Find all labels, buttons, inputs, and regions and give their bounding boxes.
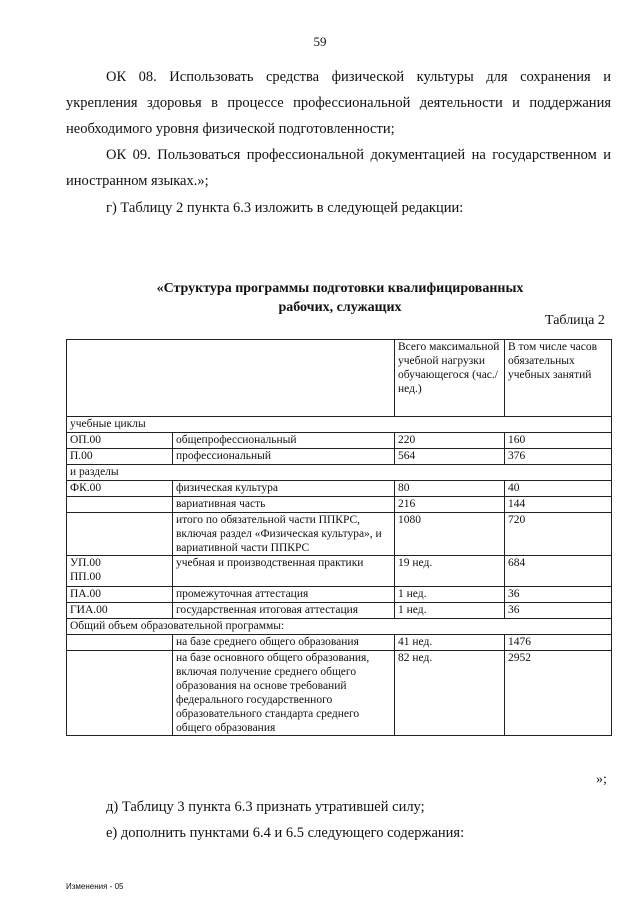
header-total-cell: Всего максимальной учебной нагрузки обучающегося (час./нед.) (395, 340, 505, 417)
row-total: 82 нед. (395, 651, 505, 736)
row-obligatory: 36 (505, 603, 612, 619)
row-code: ФК.00 (67, 481, 173, 497)
paragraph-d: д) Таблицу 3 пункта 6.3 признать утратившей силу; (106, 799, 425, 815)
header-obligatory-cell: В том числе часов обязательных учебных занятий (505, 340, 612, 417)
structure-table (66, 339, 612, 736)
page-number: 59 (313, 34, 327, 49)
table-row (67, 603, 612, 619)
row-code: П.00 (67, 449, 173, 465)
row-obligatory: 160 (505, 433, 612, 449)
table-row (67, 635, 612, 651)
row-code-pp: ПП.00 (70, 571, 101, 583)
paragraph-ok09: ОК 09. Пользоваться профессиональной документацией на государственном и иностранном языках.»; (66, 147, 611, 189)
footer-revision: Изменения - 05 (66, 882, 124, 891)
row-name: профессиональный (173, 449, 395, 465)
row-total: 216 (395, 497, 505, 513)
table-header-row (67, 340, 612, 417)
paragraph-e: е) дополнить пунктами 6.4 и 6.5 следующего содержания: (106, 825, 465, 841)
section-row (67, 619, 612, 635)
row-total: 1 нед. (395, 587, 505, 603)
table-row (67, 449, 612, 465)
table-row (67, 513, 612, 556)
paragraph-ok08: ОК 08. Использовать средства физической культуры для сохранения и укрепления здоровья в процессе профессиональной деятельности и поддержания необходимого уровня физической подготовленности; (66, 69, 611, 137)
row-name: учебная и производственная практики (173, 556, 395, 587)
row-code (67, 635, 173, 651)
row-total: 1 нед. (395, 603, 505, 619)
row-name: общепрофессиональный (173, 433, 395, 449)
row-name: итого по обязательной части ППКРС, включая раздел «Физическая культура», и вариативной части ППКРС (173, 513, 395, 556)
row-code: ОП.00 (67, 433, 173, 449)
table-title-line1: «Структура программы подготовки квалифицированных (156, 281, 524, 296)
row-name: на базе основного общего образования, включая получение среднего общего образования на основе требований федерального государственного образовательного стандарта среднего общего образования (173, 651, 395, 736)
table-row (67, 556, 612, 587)
table-row (67, 481, 612, 497)
table-row (67, 651, 612, 736)
table-title (140, 279, 540, 317)
row-code: ПА.00 (67, 587, 173, 603)
table-title-line2: рабочих, служащих (278, 300, 402, 315)
row-code-up: УП.00 (70, 557, 101, 569)
table-closing-quote: »; (596, 772, 607, 787)
table-label: Таблица 2 (545, 313, 605, 328)
row-obligatory: 1476 (505, 635, 612, 651)
row-total: 564 (395, 449, 505, 465)
section-total: Общий объем образовательной программы: (67, 619, 612, 635)
row-name: вариативная часть (173, 497, 395, 513)
header-empty-cell (67, 340, 395, 417)
table-row (67, 433, 612, 449)
row-name: на базе среднего общего образования (173, 635, 395, 651)
row-obligatory: 376 (505, 449, 612, 465)
paragraph-g: г) Таблицу 2 пункта 6.3 изложить в следующей редакции: (106, 200, 464, 216)
row-obligatory: 2952 (505, 651, 612, 736)
table-row (67, 587, 612, 603)
row-code (67, 497, 173, 513)
row-obligatory: 40 (505, 481, 612, 497)
row-name: физическая культура (173, 481, 395, 497)
row-total: 80 (395, 481, 505, 497)
row-total: 19 нед. (395, 556, 505, 587)
row-obligatory: 684 (505, 556, 612, 587)
row-code: ГИА.00 (67, 603, 173, 619)
row-code (67, 513, 173, 556)
section-row (67, 465, 612, 481)
row-obligatory: 720 (505, 513, 612, 556)
row-code (67, 651, 173, 736)
row-total: 41 нед. (395, 635, 505, 651)
section-cycles: учебные циклы (67, 417, 612, 433)
row-name: промежуточная аттестация (173, 587, 395, 603)
table-row (67, 497, 612, 513)
row-total: 220 (395, 433, 505, 449)
row-obligatory: 144 (505, 497, 612, 513)
row-name: государственная итоговая аттестация (173, 603, 395, 619)
section-row (67, 417, 612, 433)
row-total: 1080 (395, 513, 505, 556)
row-obligatory: 36 (505, 587, 612, 603)
row-code (67, 556, 173, 587)
section-razdely: и разделы (67, 465, 612, 481)
